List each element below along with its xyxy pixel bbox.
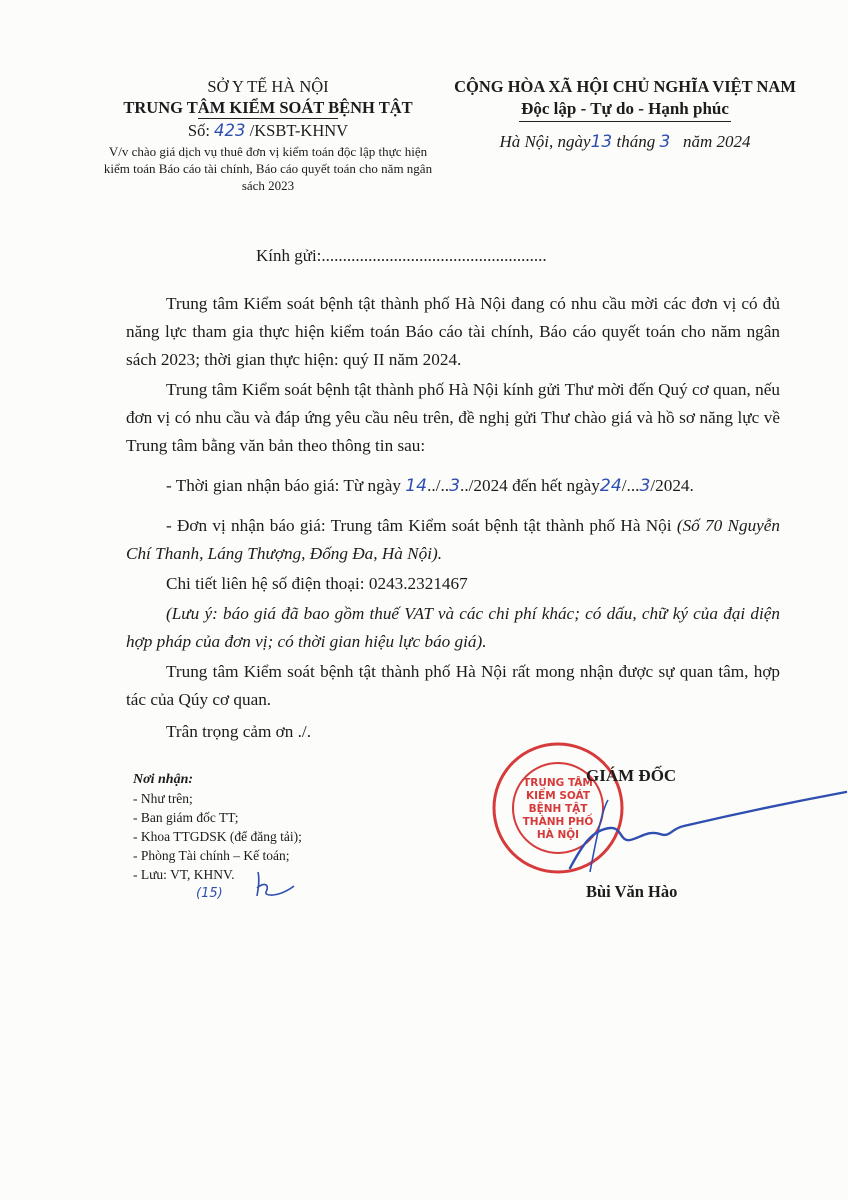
document-number-value: 423 (214, 121, 246, 140)
national-header (430, 76, 820, 153)
date-day: 13 (590, 132, 613, 152)
quote-from-day: 14 (405, 476, 428, 496)
intro-paragraph: Trung tâm Kiểm soát bệnh tật thành phố Hà Nội đang có nhu cầu mời các đơn vị có đủ năng lực tham gia thực hiện kiểm toán Báo cáo tài chính, Báo cáo quyết toán cho năm ngân sách 2023; thời gian thực hiện: quý II năm 2024. (126, 294, 780, 369)
header-underline (198, 118, 338, 119)
organization-name: TRUNG TÂM KIỂM SOÁT BỆNH TẬT (123, 98, 413, 117)
signer-name: Bùi Văn Hào (586, 882, 678, 901)
quote-period-label: - Thời gian nhận báo giá: Từ ngày (166, 476, 401, 495)
recipients-block (133, 770, 302, 884)
quote-recipient-address: (Số 70 Nguyễn Chí Thanh, Láng Thượng, Đống Đa, Hà Nội). (126, 516, 781, 563)
quote-recipient-line (126, 512, 780, 568)
quote-from-month: 3 (449, 476, 461, 496)
contact-phone-line: Chi tiết liên hệ số điện thoại: 0243.2321467 (166, 574, 468, 593)
quote-to-month: 3 (639, 476, 651, 496)
parent-organization: SỞ Y TẾ HÀ NỘI (207, 77, 329, 96)
recipient-item: - Khoa TTGDSK (để đăng tải); (133, 829, 302, 844)
stamp-line: TRUNG TÂM (523, 777, 593, 789)
recipient-item: - Lưu: VT, KHNV. (133, 867, 235, 882)
recipient-item: - Phòng Tài chính – Kế toán; (133, 848, 290, 863)
recipients-title: Nơi nhận: (133, 772, 194, 787)
national-motto: Độc lập - Tự do - Hạnh phúc (521, 99, 729, 118)
quote-period-line: - Thời gian nhận báo giá: Từ ngày 14../..3../2024 đến hết ngày24/...3/2024. (166, 476, 694, 496)
quote-recipient-text: - Đơn vị nhận báo giá: Trung tâm Kiểm soát bệnh tật thành phố Hà Nội (166, 516, 672, 535)
date-prefix: Hà Nội, ngày (499, 132, 591, 151)
stamp-line: BỆNH TẬT (528, 803, 588, 815)
document-number-label: Số: (187, 121, 210, 140)
stamp-line: THÀNH PHỐ (522, 816, 594, 828)
date-year: năm 2024 (683, 132, 751, 151)
date-month: 3 (659, 132, 671, 152)
invitation-paragraph: Trung tâm Kiểm soát bệnh tật thành phố Hà Nội kính gửi Thư mời đến Quý cơ quan, nếu đơn vị có nhu cầu và đáp ứng yêu cầu nêu trên, đề nghị gửi Thư chào giá và hồ sơ năng lực về Trung tâm bằng văn bản theo thông tin sau: (126, 380, 780, 455)
thanks-line: Trân trọng cảm ơn ./. (166, 722, 311, 741)
stamp-line: HÀ NỘI (536, 829, 580, 841)
copies-note: (15) (196, 886, 223, 901)
recipient-item: - Ban giám đốc TT; (133, 810, 239, 825)
nation-title: CỘNG HÒA XÃ HỘI CHỦ NGHĨA VIỆT NAM (454, 77, 796, 96)
quote-note: (Lưu ý: báo giá đã bao gồm thuế VAT và các chi phí khác; có dấu, chữ ký của đại diện hợp pháp của đơn vị; có thời gian hiệu lực báo giá). (126, 604, 780, 651)
closing-paragraph: Trung tâm Kiểm soát bệnh tật thành phố Hà Nội rất mong nhận được sự quan tâm, hợp tác của Qúy cơ quan. (126, 662, 780, 709)
signer-title: GIÁM ĐỐC (586, 766, 677, 785)
date-month-label: tháng (616, 132, 656, 151)
quote-to-day: 24 (599, 476, 622, 496)
issue-date (430, 131, 820, 153)
motto-underline (519, 121, 731, 122)
document-subject: V/v chào giá dịch vụ thuê đơn vị kiểm toán độc lập thực hiện kiểm toán Báo cáo tài chính, Báo cáo quyết toán cho năm ngân sách 2023 (103, 144, 433, 193)
quote-period-end: /2024. (650, 476, 694, 495)
quote-period-mid: /2024 đến hết ngày (468, 476, 600, 495)
recipient-line: Kính gửi:..................................................... (256, 246, 547, 265)
handwritten-signature (560, 780, 848, 880)
issuer-header (100, 76, 436, 194)
recipient-item: - Như trên; (133, 791, 193, 806)
initial-scribble (250, 868, 300, 902)
document-number (100, 120, 436, 141)
document-number-suffix: /KSBT-KHNV (249, 121, 349, 140)
stamp-line: KIỂM SOÁT (526, 790, 590, 802)
